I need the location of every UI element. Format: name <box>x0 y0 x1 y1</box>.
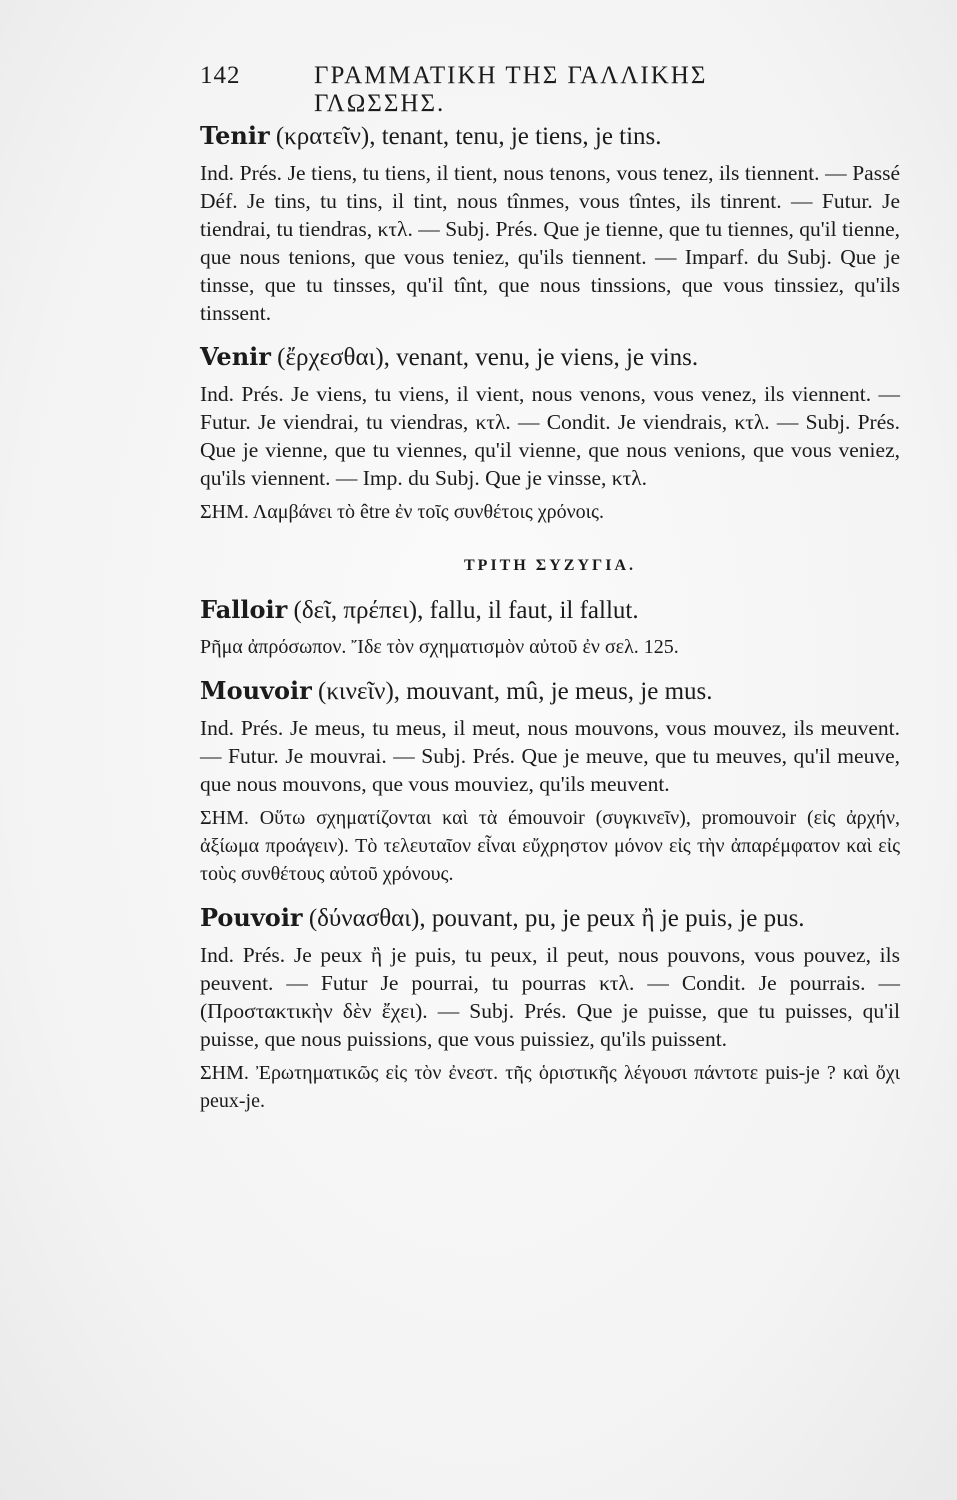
principal-parts: (δύνασθαι), pouvant, pu, je peux ἢ je puis, je pus. <box>302 905 805 932</box>
principal-parts: (ἔρχεσθαι), venant, venu, je viens, je vins. <box>270 344 699 371</box>
page-body <box>200 120 900 1129</box>
entry-line <box>200 675 900 708</box>
conjugation-text: Ind. Prés. Je viens, tu viens, il vient, nous venons, vous venez, ils viennent. — Futur. Je viendrai, tu viendras, κτλ. — Condit. Je viendrais, κτλ. — Subj. Prés. Que je vienne, que tu viennes, qu'il vienne, que nous venions, que vous veniez, qu'ils viennent. — Imp. du Subj. Que je vinsse, κτλ. <box>200 382 900 490</box>
headword: Pouvoir <box>200 903 303 932</box>
note: ΣΗΜ. Ἐρωτηματικῶς εἰς τὸν ἐνεστ. τῆς ὁριστικῆς λέγουσι πάντοτε puis-je ? καὶ ὄχι peux-je. <box>200 1062 900 1112</box>
entry-venir <box>200 341 900 526</box>
entry-line <box>200 902 900 935</box>
principal-parts: (δεῖ, πρέπει), fallu, il faut, il fallut. <box>287 597 639 624</box>
entry-line <box>200 594 900 627</box>
principal-parts: (κρατεῖν), tenant, tenu, je tiens, je tins. <box>269 123 662 150</box>
entry-line <box>200 341 900 374</box>
entry-falloir <box>200 594 900 661</box>
entry-pouvoir <box>200 902 900 1115</box>
headword: Falloir <box>200 595 288 624</box>
note: ΣΗΜ. Λαμβάνει τὸ être ἐν τοῖς συνθέτοις χρόνοις. <box>200 501 604 523</box>
page-number: 142 <box>200 62 241 89</box>
running-title: ΓΡΑΜΜΑΤΙΚΗ ΤΗΣ ΓΑΛΛΙΚΗΣ ΓΛΩΣΣΗΣ. <box>314 62 708 117</box>
principal-parts: (κινεῖν), mouvant, mû, je meus, je mus. <box>311 678 713 705</box>
conjugation-text: Ind. Prés. Je peux ἢ je puis, tu peux, il peut, nous pouvons, vous pouvez, ils peuvent. — Futur Je pourrai, tu pourras κτλ. — Condit. Je pourrais. — (Προστακτικὴν δὲν ἔχει). — Subj. Prés. Que je puisse, que tu puisses, qu'il puisse, que nous puissions, que vous puissiez, qu'ils puissent. <box>200 943 900 1051</box>
entry-line <box>200 120 900 153</box>
note: ΣΗΜ. Οὕτω σχηματίζονται καὶ τὰ émouvoir (συγκινεῖν), promouvoir (εἰς ἀρχήν, ἀξίωμα προάγειν). Τὸ τελευταῖον εἶναι εὔχρηστον μόνον εἰς τὴν ἀπαρέμφατον καὶ εἰς τοὺς συνθέτους αὐτοῦ χρόνους. <box>200 807 900 885</box>
entry-mouvoir <box>200 675 900 888</box>
conjugation-text: Ind. Prés. Je tiens, tu tiens, il tient, nous tenons, vous tenez, ils tiennent. — Passé Déf. Je tins, tu tins, il tint, nous tînmes, vous tîntes, ils tinrent. — Futur. Je tiendrai, tu tiendras, κτλ. — Subj. Prés. Que je tienne, que tu tiennes, qu'il tienne, que nous tenions, que vous teniez, qu'ils tiennent. — Imparf. du Subj. Que je tinsse, que tu tinsses, qu'il tînt, que nous tinssions, que vous tinssiez, qu'ils tinssent. <box>200 161 900 325</box>
entry-tenir <box>200 120 900 327</box>
headword: Mouvoir <box>200 676 312 705</box>
conjugation-text: Ind. Prés. Je meus, tu meus, il meut, nous mouvons, vous mouvez, ils meuvent. — Futur. Je mouvrai. — Subj. Prés. Que je meuve, que tu meuves, qu'il meuve, que nous mouvons, que vous mouviez, qu'ils meuvent. <box>200 716 900 796</box>
note: Ρῆμα ἀπρόσωπον. Ἴδε τὸν σχηματισμὸν αὐτοῦ ἐν σελ. 125. <box>200 636 679 658</box>
headword: Tenir <box>200 121 270 150</box>
headword: Venir <box>200 342 271 371</box>
section-heading: ΤΡΙΤΗ ΣΥΖΥΓΙΑ. <box>464 557 636 574</box>
